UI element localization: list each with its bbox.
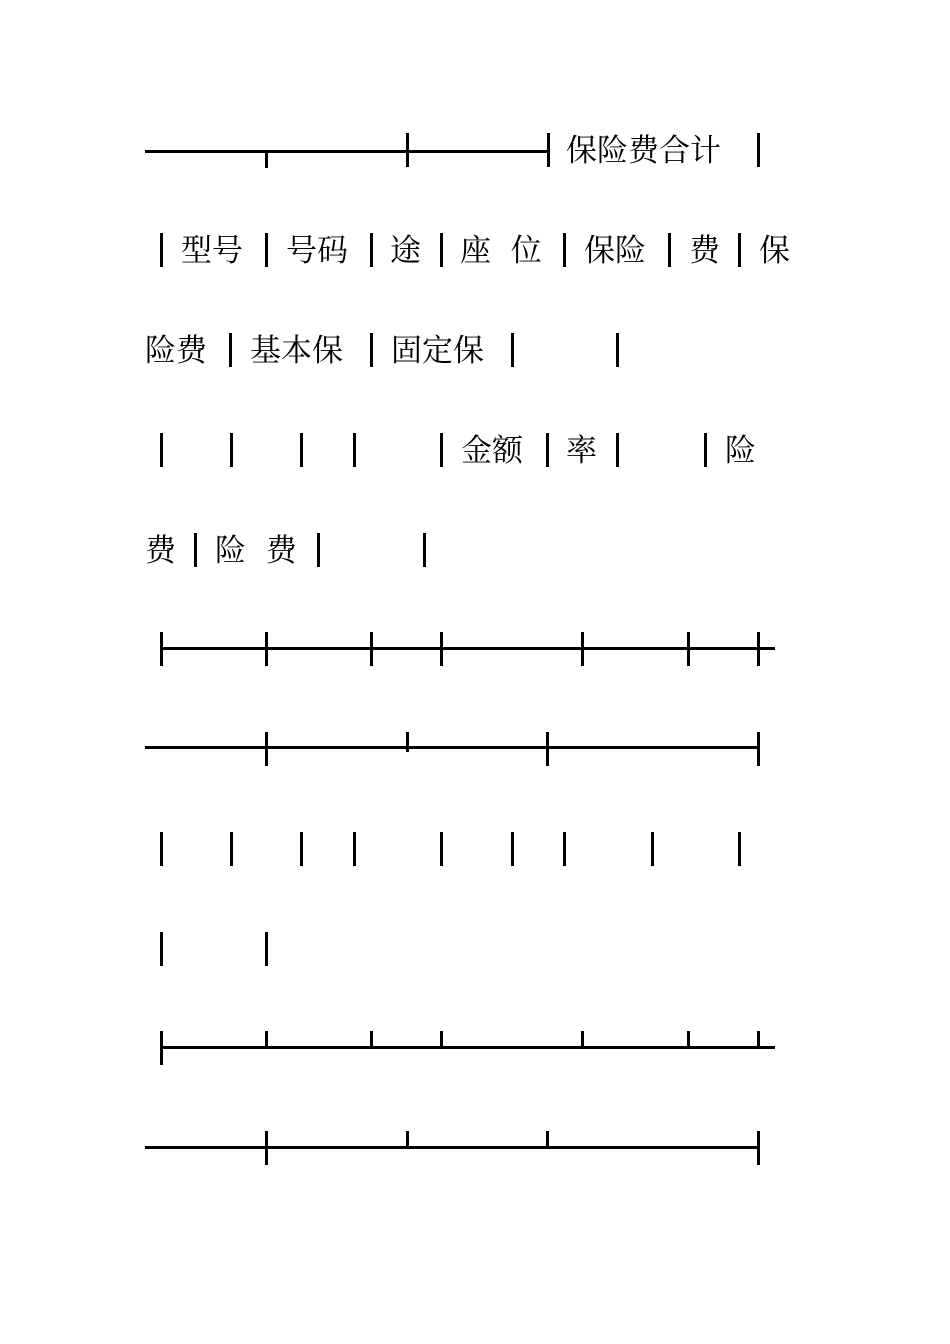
sep1-tick-2: [265, 632, 268, 666]
fee-label: 费: [689, 233, 720, 269]
amount-label: 金额: [461, 433, 523, 469]
premium-label: 险费: [145, 333, 207, 369]
sep1-tick-4: [440, 632, 443, 666]
separator-2: [160, 1046, 775, 1049]
row5-bar-1: [194, 533, 197, 567]
bao-label: 保: [759, 233, 790, 269]
row4-bar-4: [353, 433, 356, 467]
row1-rule: [145, 150, 547, 153]
row4-bar-1: [160, 433, 163, 467]
sep2-tick-4: [440, 1031, 443, 1049]
row8-bar-8: [651, 832, 654, 866]
row4-bar-2: [230, 433, 233, 467]
seats-label: 座 位: [460, 233, 542, 269]
insurance-label: 保险: [584, 233, 646, 269]
sep1-tick-3: [370, 632, 373, 666]
row4-bar-7: [616, 433, 619, 467]
basic-label: 基本保: [250, 333, 343, 369]
row3-bar-4: [616, 333, 619, 367]
rule-bottom: [145, 1146, 760, 1149]
row8-bar-6: [511, 832, 514, 866]
fixed-label: 固定保: [391, 333, 484, 369]
sep2-tick-2: [265, 1031, 268, 1049]
bottom-tick-4: [757, 1131, 760, 1165]
bottom-tick-1: [265, 1131, 268, 1165]
row8-bar-7: [563, 832, 566, 866]
row5-bar-3: [423, 533, 426, 567]
sep1-tick-7: [757, 632, 760, 666]
sep2-tick-6: [687, 1031, 690, 1049]
row2-bar-5: [563, 233, 566, 267]
row8-bar-3: [300, 832, 303, 866]
row4-bar-3: [300, 433, 303, 467]
model-label: 型号: [181, 233, 243, 269]
fei-label: 费: [145, 533, 176, 569]
row3-bar-3: [511, 333, 514, 367]
sep1-tick-1: [160, 632, 163, 666]
sep2-tick-7: [757, 1031, 760, 1049]
rule-2: [145, 746, 760, 749]
row8-bar-5: [440, 832, 443, 866]
sep1-tick-6: [687, 632, 690, 666]
row8-bar-1: [160, 832, 163, 866]
row1-bar-d: [757, 133, 760, 167]
row2-bar-6: [668, 233, 671, 267]
row9-bar-1: [160, 932, 163, 966]
premium-spaced-label: 险 费: [215, 533, 297, 569]
row9-bar-2: [265, 932, 268, 966]
row1-tick-b: [406, 133, 409, 167]
row2-bar-2: [265, 233, 268, 267]
row4-bar-8: [704, 433, 707, 467]
use-label: 途: [390, 233, 421, 269]
row1-tick-a: [265, 150, 268, 168]
sep2-tick-5: [581, 1031, 584, 1049]
row2-bar-1: [160, 233, 163, 267]
row1-bar-c: [547, 133, 550, 167]
number-label: 号码: [286, 233, 348, 269]
sep1-tick-5: [581, 632, 584, 666]
row2-bar-7: [738, 233, 741, 267]
rule2-tick-2: [406, 732, 409, 752]
sep2-tick-1: [160, 1031, 163, 1065]
row8-bar-4: [353, 832, 356, 866]
row3-bar-2: [370, 333, 373, 367]
row2-bar-4: [440, 233, 443, 267]
rule2-tick-1: [265, 732, 268, 766]
sep2-tick-3: [370, 1031, 373, 1049]
separator-1: [160, 647, 775, 650]
row8-bar-9: [738, 832, 741, 866]
rule2-tick-3: [546, 732, 549, 766]
rule2-tick-4: [757, 732, 760, 766]
row5-bar-2: [317, 533, 320, 567]
bottom-tick-3: [546, 1131, 549, 1149]
xian-label: 险: [725, 433, 756, 469]
row4-bar-6: [546, 433, 549, 467]
bottom-tick-2: [406, 1131, 409, 1149]
row2-bar-3: [370, 233, 373, 267]
total-premium-label: 保险费合计: [566, 133, 721, 169]
row8-bar-2: [230, 832, 233, 866]
rate-label: 率: [566, 433, 597, 469]
row4-bar-5: [440, 433, 443, 467]
row3-bar-1: [229, 333, 232, 367]
